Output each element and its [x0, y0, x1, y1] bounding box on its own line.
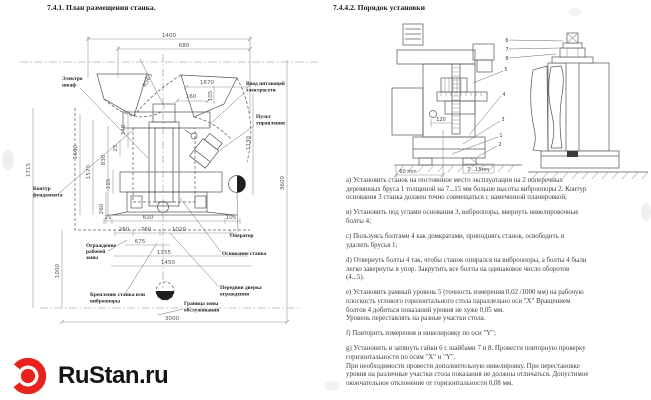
instruction-paragraph-g: g) Установить и затянуть гайки 6 с шайбами 7 и 8. Провести повторную проверку горизонтальности по осям "X" и "Y". При необходимости провести дополнительную нивелировку. При перестановке уровня на различные участки стола показания не должны отличаться. Допустимое окончательное отклонение от горизонтальности 0,08 мм. — [346, 345, 589, 387]
label-operator: Оператор — [230, 233, 254, 239]
dim-1570: 1570 — [86, 164, 92, 180]
dim-760: 760 — [140, 227, 152, 233]
dim-260-b: 260 — [118, 227, 130, 233]
install-drawing — [392, 24, 648, 179]
label-power-input: Ввод питающей — [246, 81, 285, 87]
callout-3: 3 — [501, 117, 505, 123]
callout-7: 7 — [505, 47, 509, 53]
dim-340: 340 — [121, 124, 127, 136]
label-work-fence: Ограждение — [86, 243, 116, 249]
dim-1000: 1000 — [55, 263, 61, 279]
operator-symbol — [229, 176, 246, 193]
label-machine-mount: Крепление станка или — [90, 292, 145, 298]
operator-symbol-2 — [156, 282, 174, 300]
label-service-boundary-2: обслуживания — [184, 307, 220, 314]
label-work-fence-2: рабочей — [86, 249, 106, 255]
callout-8: 8 — [505, 56, 509, 62]
dim-1130: 1130 — [246, 135, 252, 151]
dim-620: 620 — [142, 215, 154, 221]
label-electro-cabinet-2: шкаф — [62, 82, 77, 89]
dim-1020: 1020 — [171, 227, 187, 233]
rustan-logo-text: RuStan.ru — [58, 362, 169, 389]
dim-1715: 1715 — [26, 162, 32, 178]
dim-1355: 1355 — [156, 250, 172, 256]
dim-680: 680 — [178, 43, 190, 49]
rustan-logo[interactable] — [7, 355, 168, 397]
dim-105-left: 105 — [106, 178, 112, 190]
dim-1670: 1670 — [199, 80, 215, 86]
dim-120: 120 — [436, 117, 446, 123]
label-front-door-2: ограждения — [220, 291, 249, 298]
instruction-paragraph-b: в) Установить под углами основания 3, виброопоры, ввернуть нивелировочные болты 4; — [346, 209, 579, 225]
section-title-install: 7.4.4.2. Порядок установки — [333, 3, 426, 12]
dim-25-b: 25 — [104, 215, 112, 221]
dim-675: 675 — [134, 239, 146, 245]
dim-830: 830 — [101, 154, 107, 166]
dim-25-v: 25 — [113, 144, 119, 152]
instruction-paragraph-e: е) Установить рамный уровень 5 (точность измерения 0,02 /1000 мм) на рабочую плоскость углового горизонтального стола параллельно оси "X" Вращением болтов 4 добиться показаний уровня не хуже 0,05 мм. Уровень переставлять на разные участки стола. — [346, 289, 584, 323]
label-foundation-contour: Контур — [33, 186, 51, 192]
label-foundation-contour-2: фундамента — [33, 192, 63, 199]
dim-r565: R565 — [142, 72, 155, 89]
plan-drawing — [20, 33, 320, 324]
callout-1: 1 — [499, 133, 503, 139]
dim-3000: 3000 — [164, 316, 180, 322]
dim-60min: 60 min — [399, 169, 417, 175]
dim-105-b: 105 — [225, 215, 237, 221]
instruction-paragraph-f: f) Повторить измерения и нивелировку по оси "Y"; — [346, 330, 496, 338]
label-work-fence-3: зоны — [86, 255, 99, 261]
label-machine-base: Основание станка — [222, 251, 267, 257]
callout-4: 4 — [502, 92, 506, 98]
label-service-boundary: Граница зоны — [184, 301, 219, 307]
instruction-paragraph-c: с) Пользуясь болтами 4 как домкратами, приподнять станок, освободить и удалить брусья 1; — [346, 233, 565, 249]
callout-6: 6 — [505, 38, 509, 44]
dim-1450: 1450 — [160, 260, 176, 266]
label-control-pendant: Пульт — [256, 114, 272, 120]
label-control-pendant-2: управления — [256, 120, 285, 127]
dim-105-neck: 105 — [208, 90, 214, 102]
dim-7-15mm: 7...15мм — [467, 167, 489, 173]
callout-2: 2 — [498, 142, 502, 148]
label-machine-mount-2: виброопоры — [90, 298, 121, 305]
dim-3600: 3600 — [280, 175, 286, 191]
section-title-plan: 7.4.1. План размещения станка. — [47, 3, 156, 12]
label-front-door: Передняя дверка — [220, 285, 262, 291]
label-power-input-2: электросети — [246, 87, 276, 94]
dim-160: 160 — [185, 94, 197, 100]
dim-1600: 1600 — [73, 144, 79, 160]
instruction-paragraph-a: а) Установить станок на постоянное место эксплуатации на 2 поперечных деревянных бруса 1 толщиной на 7...15 мм больше высоты виброопоры 2. Контур основания 3 станка должен точно совмещаться с намеченной планировкой; — [346, 177, 587, 202]
label-electro-cabinet: Электро — [62, 76, 83, 82]
dim-260-left: 260 — [99, 203, 105, 215]
rustan-logo-icon — [7, 355, 49, 397]
installation-instructions — [346, 177, 648, 395]
callout-5: 5 — [504, 67, 508, 73]
instruction-paragraph-d: d) Отвернуть болты 4 так, чтобы станок опирался на виброопоры, а болты 4 были легко завернуты в упор. Закрутить все болты на одинаковое число оборотов (4...5). — [346, 256, 587, 282]
dim-1400: 1400 — [161, 33, 177, 39]
